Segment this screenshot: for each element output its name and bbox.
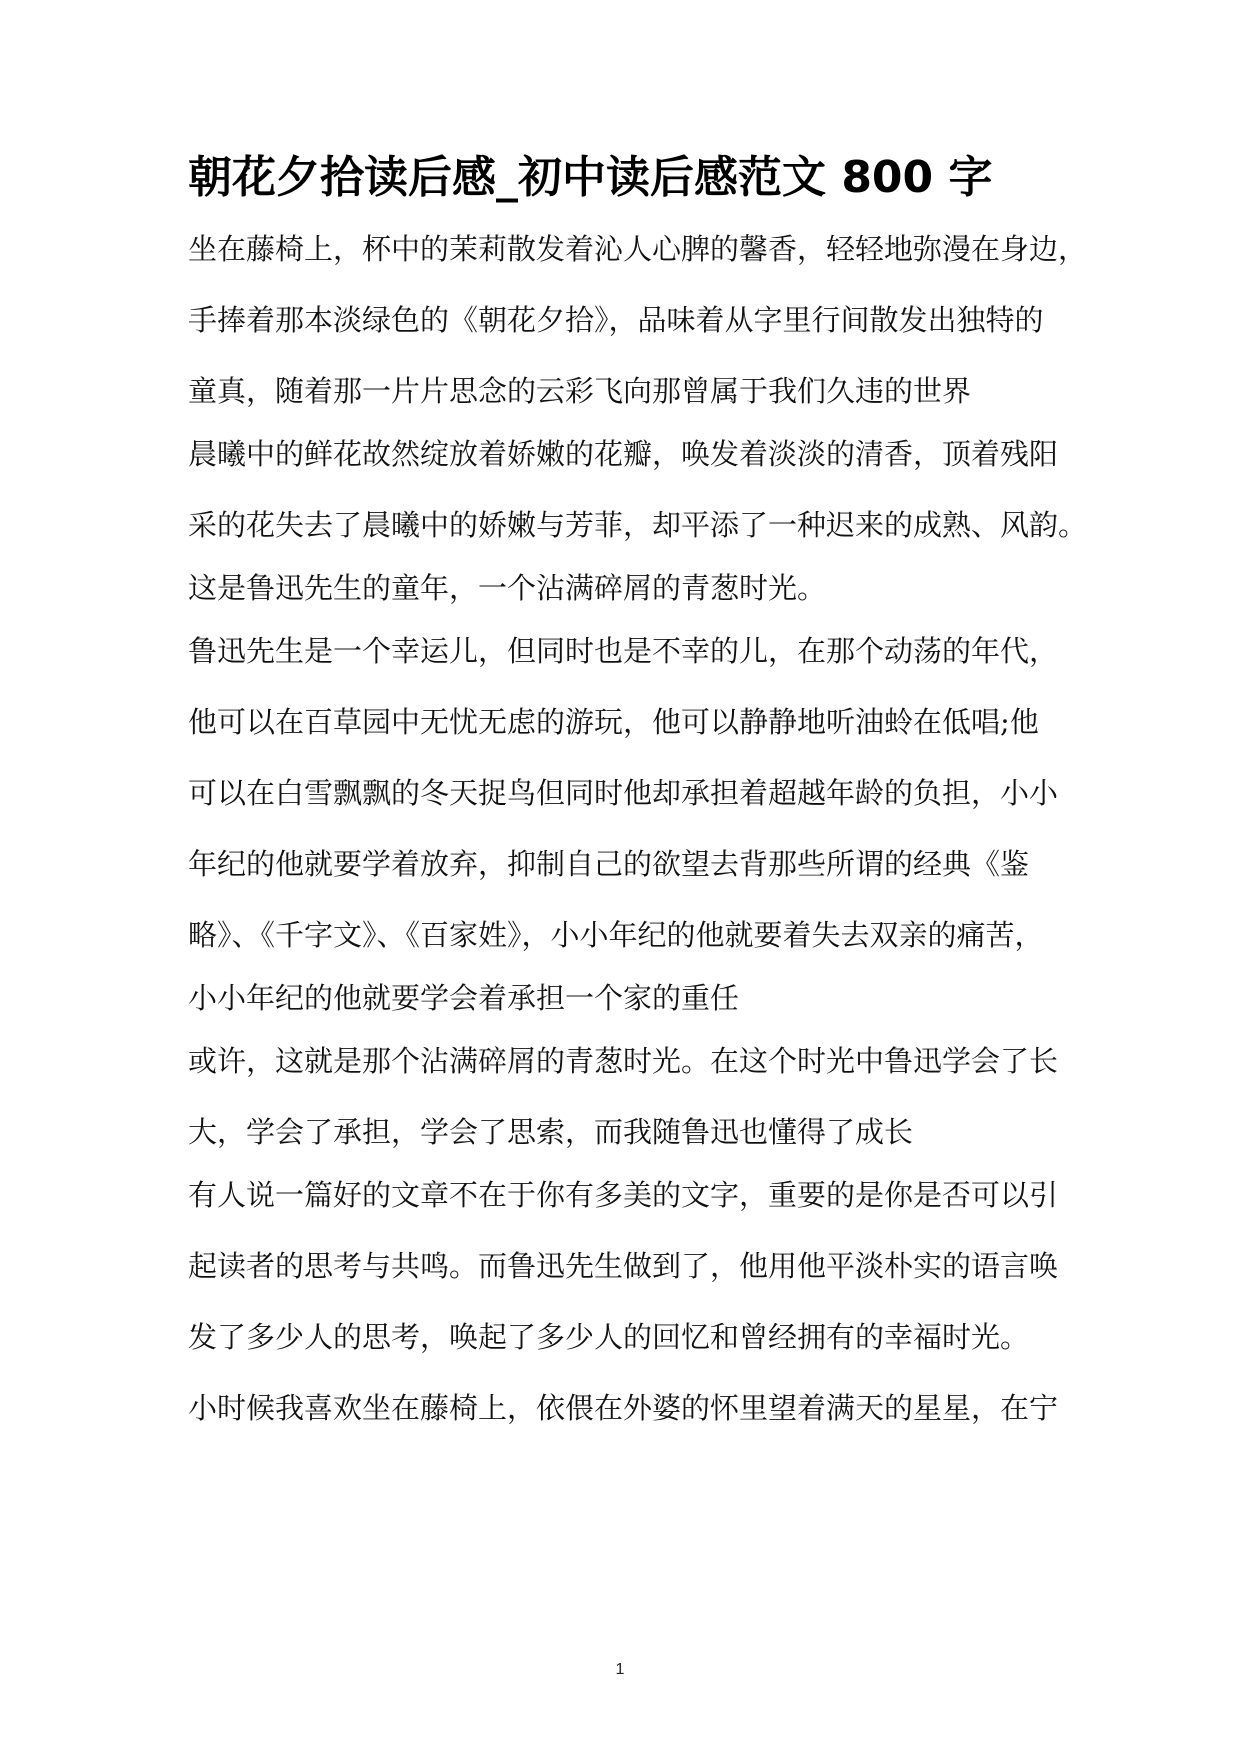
body-line: 鲁迅先生是一个幸运儿，但同时也是不幸的儿，在那个动荡的年代，: [188, 634, 1059, 668]
body-line: 坐在藤椅上，杯中的茉莉散发着沁人心脾的馨香，轻轻地弥漫在身边，: [188, 232, 1088, 266]
body-line: 小时候我喜欢坐在藤椅上，依偎在外婆的怀里望着满天的星星，在宁: [188, 1391, 1059, 1425]
body-line: 采的花失去了晨曦中的娇嫩与芳菲，却平添了一种迟来的成熟、风韵。: [188, 508, 1088, 542]
body-line: 可以在白雪飘飘的冬天捉鸟但同时他却承担着超越年龄的负担，小小: [188, 776, 1059, 810]
body-line: 发了多少人的思考，唤起了多少人的回忆和曾经拥有的幸福时光。: [188, 1320, 1030, 1354]
body-line: 手捧着那本淡绿色的《朝花夕拾》，品味着从字里行间散发出独特的: [188, 303, 1044, 337]
document-title: 朝花夕拾读后感_初中读后感范文 800 字: [188, 152, 993, 203]
body-line: 大，学会了承担，学会了思索，而我随鲁迅也懂得了成长: [188, 1115, 914, 1149]
body-line: 或许，这就是那个沾满碎屑的青葱时光。在这个时光中鲁迅学会了长: [188, 1044, 1059, 1078]
body-line: 年纪的他就要学着放弃，抑制自己的欲望去背那些所谓的经典《鉴: [188, 847, 1030, 881]
body-line: 起读者的思考与共鸣。而鲁迅先生做到了，他用他平淡朴实的语言唤: [188, 1249, 1059, 1283]
body-line: 晨曦中的鲜花故然绽放着娇嫩的花瓣，唤发着淡淡的清香，顶着残阳: [188, 437, 1059, 471]
body-line: 有人说一篇好的文章不在于你有多美的文字，重要的是你是否可以引: [188, 1178, 1059, 1212]
body-line: 他可以在百草园中无忧无虑的游玩，他可以静静地听油蛉在低唱;他: [188, 705, 1039, 739]
body-line: 小小年纪的他就要学会着承担一个家的重任: [188, 981, 740, 1015]
body-line: 略》、《千字文》、《百家姓》，小小年纪的他就要着失去双亲的痛苦，: [188, 918, 1044, 952]
page-number: 1: [615, 1661, 625, 1678]
body-line: 这是鲁迅先生的童年，一个沾满碎屑的青葱时光。: [188, 571, 827, 605]
body-line: 童真，随着那一片片思念的云彩飞向那曾属于我们久违的世界: [188, 374, 972, 408]
